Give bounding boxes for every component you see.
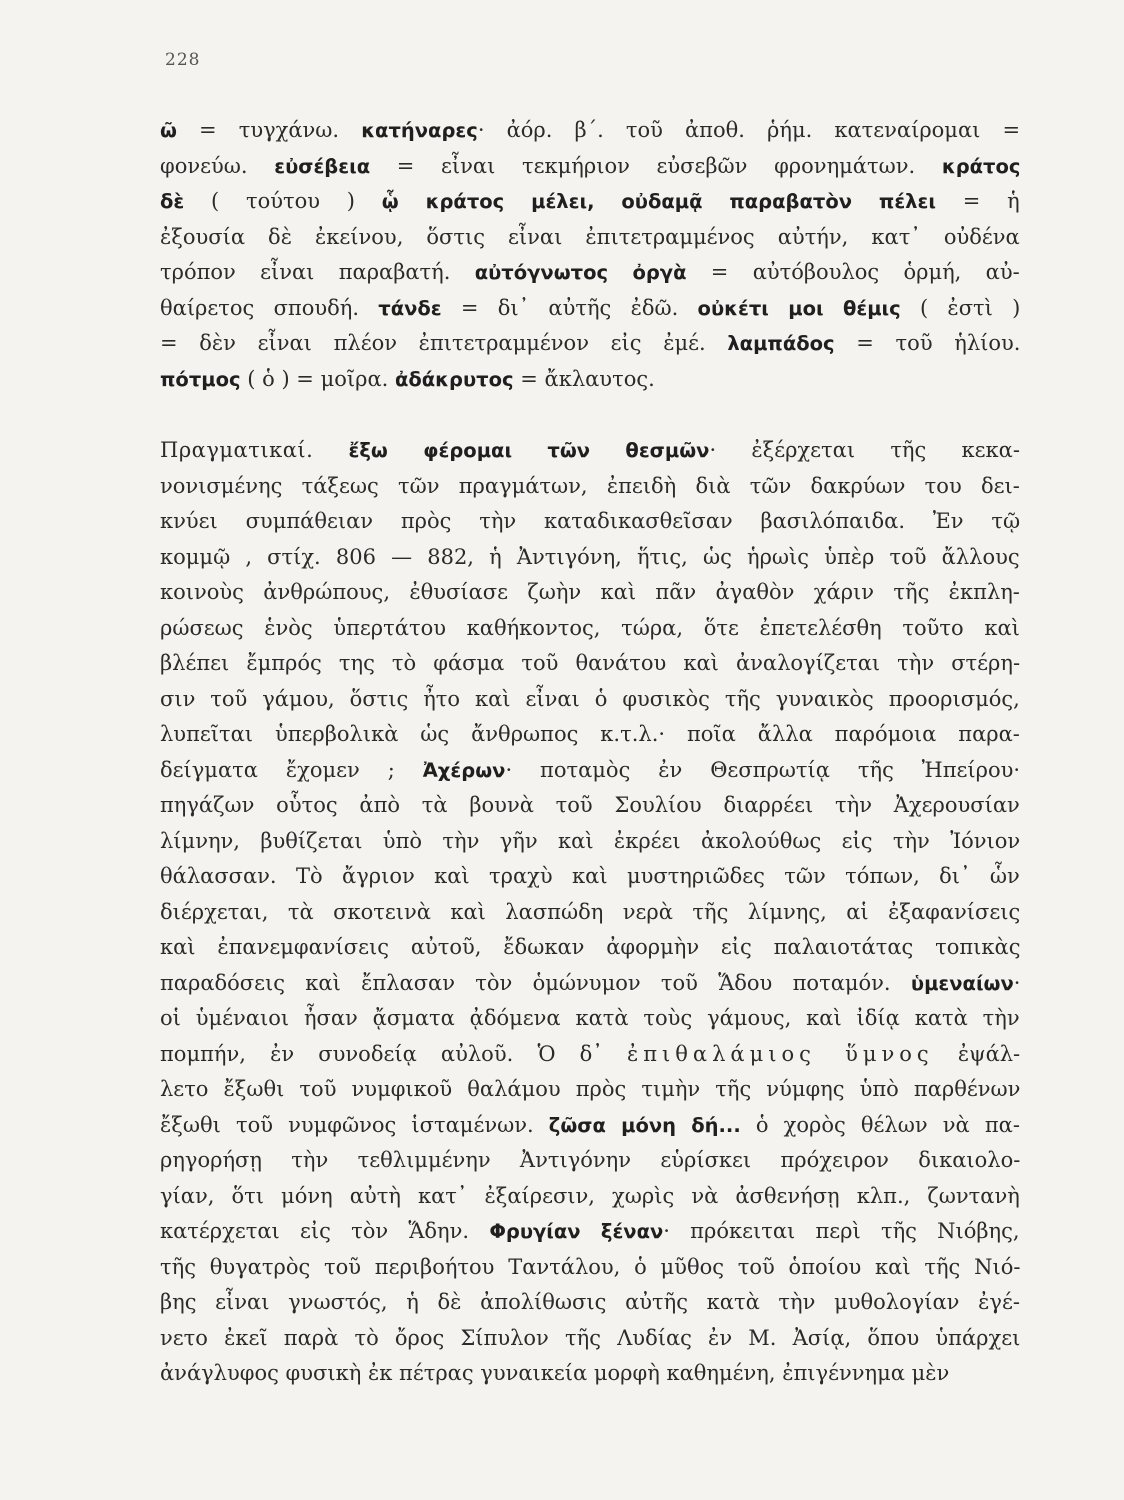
text-line [160, 184, 1020, 220]
text-line [160, 1143, 1020, 1179]
lemma-term: ἔξω φέρομαι τῶν θεσμῶν [348, 439, 710, 462]
text-segment: ἐξουσία δὲ ἐκείνου, ὅστις εἶναι ἐπιτετραμμένος αὐτήν, κατ᾽ οὐδένα [160, 224, 1020, 249]
text-segment: κοινοὺς ἀνθρώπους, ἐθυσίασε ζωὴν καὶ πᾶν ἀγαθὸν χάριν τῆς ἐκπλη- [160, 580, 1020, 604]
text-segment: δείγματα ἔχομεν ; [160, 757, 423, 782]
text-line [160, 859, 1020, 895]
lemma-term: ζῶσα μόνη δή... [548, 1113, 741, 1137]
text-segment: λετο ἔξωθι τοῦ νυμφικοῦ θαλάμου πρὸς τιμὴν τῆς νύμφης ὑπὸ παρθένων [160, 1077, 1020, 1101]
text-segment: = δι᾽ αὐτῆς ἐδῶ. [441, 295, 698, 320]
text-line [160, 1356, 1020, 1392]
text-segment: τῆς θυγατρὸς τοῦ περιβοήτου Ταντάλου, ὁ μῦθος τοῦ ὁποίου καὶ τῆς Νιό- [160, 1254, 1020, 1279]
text-line [160, 1179, 1020, 1215]
text-segment: κομμῷ , στίχ. 806 — 882, ἡ Ἀντιγόνη, ἥτις, ὡς ἡρωὶς ὑπὲρ τοῦ ἄλλους [160, 544, 1020, 569]
text-segment: φονεύω. [160, 153, 275, 178]
text-segment: τρόπον εἶναι παραβατή. [160, 260, 475, 284]
text-segment: · ἀόρ. β΄. τοῦ ἀποθ. ῥήμ. κατεναίρομαι = [477, 118, 1020, 142]
text-line [160, 1214, 1020, 1250]
text-segment: οἱ ὑμέναιοι ἦσαν ᾄσματα ᾀδόμενα κατὰ τοὺς γάμους, καὶ ἰδίᾳ κατὰ τὴν [160, 1006, 1020, 1030]
text-segment: καὶ ἐπανεμφανίσεις αὐτοῦ, ἔδωκαν ἀφορμὴν εἰς παλαιοτάτας τοπικὰς [160, 935, 1020, 959]
lemma-term: ῶ [160, 119, 177, 142]
text-line [160, 1037, 1020, 1073]
lemma-term: αὐτόγνωτος ὀργὰ [474, 261, 687, 284]
text-segment: ρώσεως ἑνὸς ὑπερτάτου καθήκοντος, τώρα, ὅτε ἐπετελέσθη τοῦτο καὶ [160, 615, 1020, 640]
text-segment: = ἡ [935, 189, 1020, 213]
text-line [160, 362, 1020, 398]
commentary-paragraph [160, 433, 1020, 1392]
text-line [160, 540, 1020, 576]
text-line [160, 824, 1020, 860]
text-segment [313, 438, 348, 462]
text-line [160, 788, 1020, 824]
text-segment: κνύει συμπάθειαν πρὸς τὴν καταδικασθεῖσαν βασιλόπαιδα. Ἐν τῷ [160, 509, 1020, 533]
text-segment: = ἄκλαυτος. [513, 366, 655, 391]
text-segment: βης εἶναι γνωστός, ἡ δὲ ἀπολίθωσις αὐτῆς κατὰ τὴν μυθολογίαν ἐγέ- [160, 1290, 1020, 1314]
text-line [160, 1108, 1020, 1144]
text-segment: = δὲν εἶναι πλέον ἐπιτετραμμένον εἰς ἐμέ. [160, 331, 728, 355]
text-segment: ἀνάγλυφος φυσικὴ ἐκ πέτρας γυναικεία μορφὴ καθημένη, ἐπιγέννημα μὲν [160, 1361, 950, 1385]
lemma-term: πότμος [160, 367, 241, 391]
text-line [160, 433, 1020, 469]
lemma-term: ὑμεναίων [910, 971, 1014, 995]
glossary-paragraph [160, 113, 1020, 397]
text-segment: = εἶναι τεκμήριον εὐσεβῶν φρονημάτων. [370, 153, 942, 178]
text-segment: · [1013, 970, 1020, 995]
text-line [160, 469, 1020, 505]
text-segment: λίμνην, βυθίζεται ὑπὸ τὴν γῆν καὶ ἐκρέει ἀκολούθως εἰς τὴν Ἰόνιον [160, 828, 1020, 853]
lemma-term: κράτος [941, 154, 1020, 178]
text-segment: νετο ἐκεῖ παρὰ τὸ ὄρος Σίπυλον τῆς Λυδίας ἐν Μ. Ἀσίᾳ, ὅπου ὑπάρχει [160, 1325, 1020, 1350]
text-line [160, 255, 1020, 291]
text-line [160, 326, 1020, 362]
text-segment: ἐψάλ- [933, 1041, 1020, 1066]
text-line [160, 220, 1020, 256]
text-line [160, 291, 1020, 327]
text-segment: ( τούτου ) [184, 189, 382, 213]
text-segment: σιν τοῦ γάμου, ὅστις ἦτο καὶ εἶναι ὁ φυσικὸς τῆς γυναικὸς προορισμός, [160, 686, 1020, 711]
text-line [160, 753, 1020, 789]
section-heading: Πραγματικαί. [160, 438, 314, 462]
text-segment: · ἐξέρχεται τῆς κεκα- [709, 438, 1020, 462]
text-line [160, 504, 1020, 540]
text-segment: ( ὁ ) = μοῖρα. [240, 366, 395, 391]
page-number: 228 [165, 50, 201, 70]
lemma-term: τάνδε [378, 296, 442, 320]
text-segment: κατέρχεται εἰς τὸν Ἅδην. [160, 1219, 490, 1243]
text-segment: ὁ χορὸς θέλων νὰ πα- [740, 1112, 1020, 1137]
text-segment: παραδόσεις καὶ ἔπλασαν τὸν ὁμώνυμον τοῦ Ἅδου ποταμόν. [160, 970, 911, 995]
text-segment: θάλασσαν. Τὸ ἄγριον καὶ τραχὺ καὶ μυστηριῶδες τῶν τόπων, δι᾽ ὧν [160, 864, 1020, 888]
text-line [160, 1321, 1020, 1357]
text-segment: λυπεῖται ὑπερβολικὰ ὡς ἄνθρωπος κ.τ.λ.· ποῖα ἄλλα παρόμοια παρα- [160, 722, 1020, 746]
lemma-term: Ἀχέρων [422, 758, 506, 782]
spaced-term: ἐπιθαλάμιος ὕμνος [626, 1041, 934, 1066]
text-line [160, 575, 1020, 611]
text-segment: θαίρετος σπουδή. [160, 295, 379, 320]
text-segment: · πρόκειται περὶ τῆς Νιόβης, [663, 1219, 1020, 1243]
text-line [160, 966, 1020, 1002]
text-line [160, 1285, 1020, 1321]
text-line [160, 113, 1020, 149]
text-segment: · ποταμὸς ἐν Θεσπρωτίᾳ τῆς Ἠπείρου· [505, 757, 1020, 782]
text-segment: = τυγχάνω. [176, 118, 362, 142]
text-segment: ρηγορήσῃ τὴν τεθλιμμένην Ἀντιγόνην εὑρίσκει πρόχειρον δικαιολο- [160, 1148, 1020, 1172]
text-segment: πηγάζων οὗτος ἀπὸ τὰ βουνὰ τοῦ Σουλίου διαρρέει τὴν Ἀχερουσίαν [160, 793, 1020, 817]
text-segment: γίαν, ὅτι μόνη αὐτὴ κατ᾽ ἐξαίρεσιν, χωρὶς νὰ ἀσθενήσῃ κλπ., ζωντανὴ [160, 1183, 1020, 1208]
text-line [160, 1072, 1020, 1108]
text-segment: = αὐτόβουλος ὁρμή, αὐ- [686, 260, 1020, 284]
lemma-term: δὲ [160, 190, 185, 213]
text-segment: = τοῦ ἡλίου. [834, 331, 1020, 355]
lemma-term: εὐσέβεια [274, 154, 371, 178]
lemma-term: ᾧ κράτος μέλει, οὐδαμᾷ παραβατὸν πέλει [381, 190, 936, 213]
text-line [160, 611, 1020, 647]
text-segment: ( ἐστὶ ) [900, 295, 1020, 320]
lemma-term: κατήναρες [361, 119, 478, 142]
text-line [160, 1001, 1020, 1037]
text-line [160, 717, 1020, 753]
lemma-term: Φρυγίαν ξέναν [489, 1220, 664, 1243]
text-segment: νονισμένης τάξεως τῶν πραγμάτων, ἐπειδὴ διὰ τῶν δακρύων του δει- [160, 473, 1020, 498]
text-segment: ἔξωθι τοῦ νυμφῶνος ἱσταμένων. [160, 1112, 549, 1137]
lemma-term: λαμπάδος [727, 332, 835, 355]
text-line [160, 895, 1020, 931]
text-line [160, 682, 1020, 718]
text-line [160, 930, 1020, 966]
text-segment: βλέπει ἔμπρός της τὸ φάσμα τοῦ θανάτου καὶ ἀναλογίζεται τὴν στέρη- [160, 651, 1020, 675]
text-line [160, 646, 1020, 682]
text-line [160, 149, 1020, 185]
lemma-term: ἀδάκρυτος [394, 367, 514, 391]
lemma-term: οὐκέτι μοι θέμις [697, 296, 901, 320]
text-line [160, 1250, 1020, 1286]
text-segment: πομπήν, ἐν συνοδείᾳ αὐλοῦ. Ὁ δ᾽ [160, 1041, 627, 1066]
text-segment: διέρχεται, τὰ σκοτεινὰ καὶ λασπώδη νερὰ τῆς λίμνης, αἱ ἐξαφανίσεις [160, 899, 1020, 924]
